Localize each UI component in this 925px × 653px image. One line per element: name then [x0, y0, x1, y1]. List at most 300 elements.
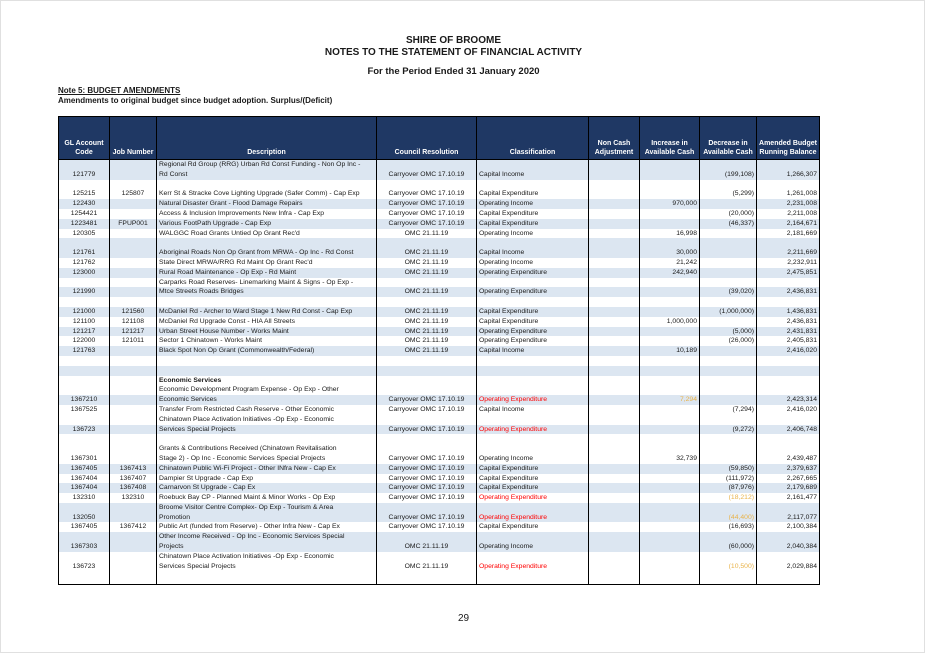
cell-classification [477, 444, 589, 454]
cell-description: Chinatown Place Activation Initiatives -Op Exp - Economic [157, 415, 377, 425]
cell-amended-balance: 2,179,689 [757, 483, 820, 493]
cell-decrease-available-cash: (87,976) [700, 483, 757, 493]
cell-amended-balance: 2,164,671 [757, 219, 820, 229]
cell-increase-available-cash [640, 336, 700, 346]
cell-increase-available-cash [640, 464, 700, 474]
cell-job-number [110, 248, 157, 258]
cell-amended-balance [757, 532, 820, 542]
cell-classification: Operating Income [477, 454, 589, 464]
cell-non-cash-adjustment [589, 464, 640, 474]
cell-gl-code: 1367405 [59, 464, 110, 474]
cell-description: Access & Inclusion Improvements New Infra - Cap Exp [157, 209, 377, 219]
cell-description [157, 356, 377, 366]
cell-decrease-available-cash [700, 258, 757, 268]
cell-decrease-available-cash [700, 552, 757, 562]
cell-gl-code: 1367404 [59, 474, 110, 484]
cell-job-number: FPUP001 [110, 219, 157, 229]
cell-description: Carnarvon St Upgrade - Cap Ex [157, 483, 377, 493]
cell-amended-balance: 2,436,831 [757, 287, 820, 297]
cell-gl-code: 1367405 [59, 522, 110, 532]
cell-increase-available-cash [640, 287, 700, 297]
period-subtitle: For the Period Ended 31 January 2020 [367, 66, 540, 77]
cell-increase-available-cash [640, 219, 700, 229]
cell-council-resolution: OMC 21.11.19 [377, 542, 477, 552]
cell-amended-balance: 2,423,314 [757, 395, 820, 405]
cell-classification [477, 238, 589, 248]
cell-job-number: 1367412 [110, 522, 157, 532]
cell-increase-available-cash: 21,242 [640, 258, 700, 268]
cell-decrease-available-cash [700, 385, 757, 395]
spacer-row [59, 238, 820, 248]
cell-description [157, 366, 377, 376]
cell-classification: Capital Expenditure [477, 474, 589, 484]
cell-decrease-available-cash: (5,299) [700, 189, 757, 199]
cell-gl-code: 121779 [59, 170, 110, 180]
cell-council-resolution [377, 434, 477, 444]
cell-non-cash-adjustment [589, 336, 640, 346]
cell-gl-code [59, 434, 110, 444]
cell-decrease-available-cash [700, 238, 757, 248]
cell-decrease-available-cash: (199,108) [700, 170, 757, 180]
cell-gl-code: 122430 [59, 199, 110, 209]
cell-classification: Operating Expenditure [477, 336, 589, 346]
cell-job-number: 125807 [110, 189, 157, 199]
cell-non-cash-adjustment [589, 385, 640, 395]
cell-job-number [110, 180, 157, 190]
table-row [59, 464, 820, 474]
cell-non-cash-adjustment [589, 297, 640, 307]
table-row [59, 552, 820, 562]
cell-increase-available-cash: 242,940 [640, 268, 700, 278]
cell-classification: Operating Expenditure [477, 327, 589, 337]
table-row [59, 170, 820, 180]
cell-amended-balance [757, 385, 820, 395]
cell-increase-available-cash: 30,000 [640, 248, 700, 258]
cell-classification [477, 297, 589, 307]
cell-increase-available-cash: 32,739 [640, 454, 700, 464]
table-row [59, 522, 820, 532]
cell-empty [757, 571, 820, 585]
cell-job-number: 121011 [110, 336, 157, 346]
cell-classification: Capital Income [477, 248, 589, 258]
cell-decrease-available-cash: (59,850) [700, 464, 757, 474]
cell-decrease-available-cash: (18,212) [700, 493, 757, 503]
cell-gl-code: 121000 [59, 307, 110, 317]
table-header-row [59, 117, 820, 160]
cell-decrease-available-cash [700, 366, 757, 376]
cell-description [157, 434, 377, 444]
cell-classification [477, 356, 589, 366]
cell-empty [157, 571, 377, 585]
cell-council-resolution [377, 532, 477, 542]
cell-job-number: 121217 [110, 327, 157, 337]
cell-increase-available-cash [640, 327, 700, 337]
cell-amended-balance: 1,261,008 [757, 189, 820, 199]
cell-increase-available-cash: 10,189 [640, 346, 700, 356]
cell-amended-balance: 2,211,008 [757, 209, 820, 219]
cell-amended-balance: 2,161,477 [757, 493, 820, 503]
cell-decrease-available-cash: (111,972) [700, 474, 757, 484]
cell-classification: Operating Expenditure [477, 425, 589, 435]
cell-increase-available-cash [640, 297, 700, 307]
cell-council-resolution: Carryover OMC 17.10.19 [377, 474, 477, 484]
cell-job-number: 1367408 [110, 483, 157, 493]
cell-job-number [110, 209, 157, 219]
cell-council-resolution: OMC 21.11.19 [377, 562, 477, 572]
cell-decrease-available-cash: (5,000) [700, 327, 757, 337]
cell-description [157, 180, 377, 190]
table-row [59, 346, 820, 356]
cell-description: Chinatown Place Activation Initiatives -Op Exp - Economic [157, 552, 377, 562]
cell-non-cash-adjustment [589, 199, 640, 209]
org-title: SHIRE OF BROOME [405, 35, 501, 46]
table-row [59, 562, 820, 572]
cell-increase-available-cash [640, 483, 700, 493]
cell-classification: Capital Expenditure [477, 209, 589, 219]
cell-gl-code: 1223481 [59, 219, 110, 229]
cell-description: Stage 2) - Op Inc - Economic Services Special Projects [157, 454, 377, 464]
cell-job-number [110, 287, 157, 297]
cell-gl-code: 132050 [59, 513, 110, 523]
cell-classification: Capital Income [477, 405, 589, 415]
cell-decrease-available-cash: (44,400) [700, 513, 757, 523]
filler-row [59, 571, 820, 585]
cell-non-cash-adjustment [589, 268, 640, 278]
table-row [59, 219, 820, 229]
cell-non-cash-adjustment [589, 327, 640, 337]
spacer-row [59, 356, 820, 366]
cell-decrease-available-cash [700, 199, 757, 209]
cell-gl-code: 122000 [59, 336, 110, 346]
cell-increase-available-cash [640, 209, 700, 219]
table-row [59, 405, 820, 415]
cell-description: McDaniel Rd - Archer to Ward Stage 1 New Rd Const - Cap Exp [157, 307, 377, 317]
cell-description: WALGGC Road Grants Untied Op Grant Rec'd [157, 229, 377, 239]
cell-description: Rd Const [157, 170, 377, 180]
cell-increase-available-cash: 1,000,000 [640, 317, 700, 327]
cell-description: Roebuck Bay CP - Planned Maint & Minor Works - Op Exp [157, 493, 377, 503]
cell-council-resolution: OMC 21.11.19 [377, 327, 477, 337]
cell-council-resolution [377, 278, 477, 288]
cell-description: Promotion [157, 513, 377, 523]
cell-gl-code: 1367404 [59, 483, 110, 493]
cell-job-number: 1367413 [110, 464, 157, 474]
cell-classification: Capital Expenditure [477, 522, 589, 532]
cell-description: Projects [157, 542, 377, 552]
cell-non-cash-adjustment [589, 532, 640, 542]
table-row [59, 513, 820, 523]
note-subheading: Amendments to original budget since budget adoption. Surplus/(Deficit) [58, 96, 333, 105]
cell-amended-balance: 2,232,911 [757, 258, 820, 268]
cell-decrease-available-cash [700, 395, 757, 405]
cell-gl-code: 1367210 [59, 395, 110, 405]
cell-non-cash-adjustment [589, 170, 640, 180]
spacer-row [59, 180, 820, 190]
cell-gl-code [59, 503, 110, 513]
column-header: Job Number [110, 117, 157, 160]
cell-classification: Operating Income [477, 542, 589, 552]
cell-job-number [110, 415, 157, 425]
cell-amended-balance: 2,475,851 [757, 268, 820, 278]
cell-non-cash-adjustment [589, 493, 640, 503]
cell-decrease-available-cash: (9,272) [700, 425, 757, 435]
cell-classification [477, 415, 589, 425]
cell-decrease-available-cash [700, 444, 757, 454]
cell-decrease-available-cash [700, 454, 757, 464]
cell-classification: Capital Expenditure [477, 189, 589, 199]
cell-job-number: 132310 [110, 493, 157, 503]
table-row [59, 395, 820, 405]
cell-description: McDaniel Rd Upgrade Const - HIA All Streets [157, 317, 377, 327]
cell-classification [477, 532, 589, 542]
cell-gl-code [59, 238, 110, 248]
cell-job-number [110, 405, 157, 415]
cell-description [157, 238, 377, 248]
cell-decrease-available-cash [700, 248, 757, 258]
cell-gl-code: 121763 [59, 346, 110, 356]
table-row [59, 444, 820, 454]
cell-description: Urban Street House Number - Works Maint [157, 327, 377, 337]
cell-non-cash-adjustment [589, 229, 640, 239]
cell-description: Regional Rd Group (RRG) Urban Rd Const Funding - Non Op Inc - [157, 160, 377, 170]
cell-non-cash-adjustment [589, 238, 640, 248]
cell-non-cash-adjustment [589, 219, 640, 229]
cell-classification [477, 366, 589, 376]
cell-job-number [110, 503, 157, 513]
cell-amended-balance: 1,436,831 [757, 307, 820, 317]
cell-classification: Capital Expenditure [477, 483, 589, 493]
cell-council-resolution: OMC 21.11.19 [377, 229, 477, 239]
cell-classification [477, 503, 589, 513]
cell-council-resolution: OMC 21.11.19 [377, 346, 477, 356]
cell-gl-code: 121217 [59, 327, 110, 337]
cell-non-cash-adjustment [589, 278, 640, 288]
cell-gl-code: 132310 [59, 493, 110, 503]
cell-non-cash-adjustment [589, 454, 640, 464]
cell-increase-available-cash: 16,998 [640, 229, 700, 239]
cell-increase-available-cash [640, 434, 700, 444]
column-header: Classification [477, 117, 589, 160]
cell-increase-available-cash: 7,294 [640, 395, 700, 405]
cell-classification: Operating Expenditure [477, 268, 589, 278]
cell-amended-balance [757, 434, 820, 444]
cell-council-resolution [377, 444, 477, 454]
cell-classification [477, 278, 589, 288]
cell-description: Services Special Projects [157, 562, 377, 572]
cell-empty [477, 571, 589, 585]
cell-empty [377, 571, 477, 585]
cell-job-number [110, 238, 157, 248]
spacer-row [59, 297, 820, 307]
cell-gl-code [59, 532, 110, 542]
cell-classification: Operating Income [477, 199, 589, 209]
cell-classification: Operating Income [477, 229, 589, 239]
cell-amended-balance: 2,211,669 [757, 248, 820, 258]
cell-gl-code: 136723 [59, 425, 110, 435]
cell-increase-available-cash [640, 180, 700, 190]
cell-decrease-available-cash [700, 268, 757, 278]
document-title: NOTES TO THE STATEMENT OF FINANCIAL ACTIVITY [324, 47, 583, 58]
cell-description: Economic Services [157, 376, 377, 386]
cell-empty [59, 571, 110, 585]
cell-amended-balance [757, 356, 820, 366]
table-row [59, 317, 820, 327]
cell-non-cash-adjustment [589, 503, 640, 513]
table-row [59, 503, 820, 513]
cell-gl-code: 1367525 [59, 405, 110, 415]
cell-decrease-available-cash [700, 415, 757, 425]
cell-non-cash-adjustment [589, 444, 640, 454]
table-row [59, 229, 820, 239]
cell-description: Carparks Road Reserves- Linemarking Maint & Signs - Op Exp - [157, 278, 377, 288]
cell-council-resolution [377, 180, 477, 190]
note-block [58, 86, 332, 106]
cell-job-number [110, 199, 157, 209]
cell-amended-balance [757, 160, 820, 170]
cell-amended-balance: 2,117,077 [757, 513, 820, 523]
cell-decrease-available-cash: (10,500) [700, 562, 757, 572]
cell-council-resolution: Carryover OMC 17.10.19 [377, 209, 477, 219]
cell-non-cash-adjustment [589, 209, 640, 219]
cell-council-resolution: Carryover OMC 17.10.19 [377, 425, 477, 435]
cell-classification: Operating Income [477, 258, 589, 268]
cell-non-cash-adjustment [589, 160, 640, 170]
cell-increase-available-cash [640, 493, 700, 503]
cell-gl-code [59, 180, 110, 190]
cell-council-resolution [377, 503, 477, 513]
budget-amendments-sheet [58, 116, 820, 585]
cell-amended-balance [757, 238, 820, 248]
table-row [59, 454, 820, 464]
cell-empty [110, 571, 157, 585]
cell-increase-available-cash [640, 376, 700, 386]
cell-increase-available-cash [640, 356, 700, 366]
cell-increase-available-cash [640, 513, 700, 523]
cell-description: Services Special Projects [157, 425, 377, 435]
cell-non-cash-adjustment [589, 405, 640, 415]
cell-council-resolution: Carryover OMC 17.10.19 [377, 395, 477, 405]
cell-decrease-available-cash [700, 503, 757, 513]
cell-decrease-available-cash: (26,000) [700, 336, 757, 346]
cell-classification: Operating Expenditure [477, 493, 589, 503]
cell-classification: Capital Expenditure [477, 464, 589, 474]
cell-description: Dampier St Upgrade - Cap Exp [157, 474, 377, 484]
cell-amended-balance: 2,439,487 [757, 454, 820, 464]
table-row [59, 474, 820, 484]
cell-council-resolution [377, 366, 477, 376]
cell-gl-code: 136723 [59, 562, 110, 572]
cell-council-resolution: OMC 21.11.19 [377, 248, 477, 258]
cell-non-cash-adjustment [589, 483, 640, 493]
cell-non-cash-adjustment [589, 366, 640, 376]
table-row [59, 493, 820, 503]
cell-amended-balance [757, 278, 820, 288]
cell-amended-balance: 2,231,008 [757, 199, 820, 209]
table-row [59, 248, 820, 258]
cell-non-cash-adjustment [589, 434, 640, 444]
table-row [59, 307, 820, 317]
cell-amended-balance: 2,436,831 [757, 317, 820, 327]
cell-increase-available-cash [640, 238, 700, 248]
cell-council-resolution: Carryover OMC 17.10.19 [377, 493, 477, 503]
cell-non-cash-adjustment [589, 307, 640, 317]
cell-increase-available-cash [640, 444, 700, 454]
table-row [59, 258, 820, 268]
cell-description: Broome Visitor Centre Complex- Op Exp - Tourism & Area [157, 503, 377, 513]
cell-classification: Capital Expenditure [477, 307, 589, 317]
cell-decrease-available-cash [700, 376, 757, 386]
cell-amended-balance [757, 180, 820, 190]
cell-amended-balance [757, 366, 820, 376]
cell-council-resolution: Carryover OMC 17.10.19 [377, 522, 477, 532]
table-row [59, 415, 820, 425]
cell-classification [477, 434, 589, 444]
cell-classification: Operating Expenditure [477, 562, 589, 572]
cell-gl-code: 125215 [59, 189, 110, 199]
cell-increase-available-cash [640, 189, 700, 199]
cell-job-number [110, 562, 157, 572]
cell-job-number [110, 346, 157, 356]
cell-description: Aboriginal Roads Non Op Grant from MRWA - Op Inc - Rd Const [157, 248, 377, 258]
cell-job-number [110, 297, 157, 307]
cell-amended-balance: 2,379,637 [757, 464, 820, 474]
cell-job-number [110, 170, 157, 180]
cell-gl-code [59, 356, 110, 366]
cell-job-number [110, 395, 157, 405]
cell-empty [640, 571, 700, 585]
cell-non-cash-adjustment [589, 425, 640, 435]
cell-decrease-available-cash [700, 532, 757, 542]
cell-amended-balance [757, 503, 820, 513]
cell-increase-available-cash [640, 278, 700, 288]
cell-decrease-available-cash: (60,000) [700, 542, 757, 552]
cell-council-resolution [377, 356, 477, 366]
column-header: GL Account Code [59, 117, 110, 160]
cell-job-number [110, 258, 157, 268]
cell-decrease-available-cash [700, 160, 757, 170]
cell-job-number [110, 434, 157, 444]
table-row [59, 376, 820, 386]
cell-decrease-available-cash: (1,000,000) [700, 307, 757, 317]
cell-description: Mtce Streets Roads Bridges [157, 287, 377, 297]
cell-council-resolution: OMC 21.11.19 [377, 268, 477, 278]
cell-description: Rural Road Maintenance - Op Exp - Rd Maint [157, 268, 377, 278]
cell-council-resolution: Carryover OMC 17.10.19 [377, 199, 477, 209]
note-heading: Note 5: BUDGET AMENDMENTS [58, 86, 181, 95]
cell-job-number [110, 356, 157, 366]
cell-job-number [110, 229, 157, 239]
cell-council-resolution: Carryover OMC 17.10.19 [377, 219, 477, 229]
cell-decrease-available-cash: (7,294) [700, 405, 757, 415]
cell-non-cash-adjustment [589, 552, 640, 562]
cell-non-cash-adjustment [589, 317, 640, 327]
cell-gl-code [59, 444, 110, 454]
cell-empty [589, 571, 640, 585]
cell-increase-available-cash [640, 160, 700, 170]
cell-classification: Capital Income [477, 346, 589, 356]
cell-description: Black Spot Non Op Grant (Commonwealth/Federal) [157, 346, 377, 356]
cell-gl-code [59, 297, 110, 307]
table-row [59, 189, 820, 199]
cell-non-cash-adjustment [589, 562, 640, 572]
cell-gl-code: 121761 [59, 248, 110, 258]
cell-classification: Operating Expenditure [477, 287, 589, 297]
cell-description [157, 297, 377, 307]
cell-amended-balance [757, 297, 820, 307]
cell-description: State Direct MRWA/RRG Rd Maint Op Grant Rec'd [157, 258, 377, 268]
cell-non-cash-adjustment [589, 542, 640, 552]
cell-increase-available-cash [640, 366, 700, 376]
